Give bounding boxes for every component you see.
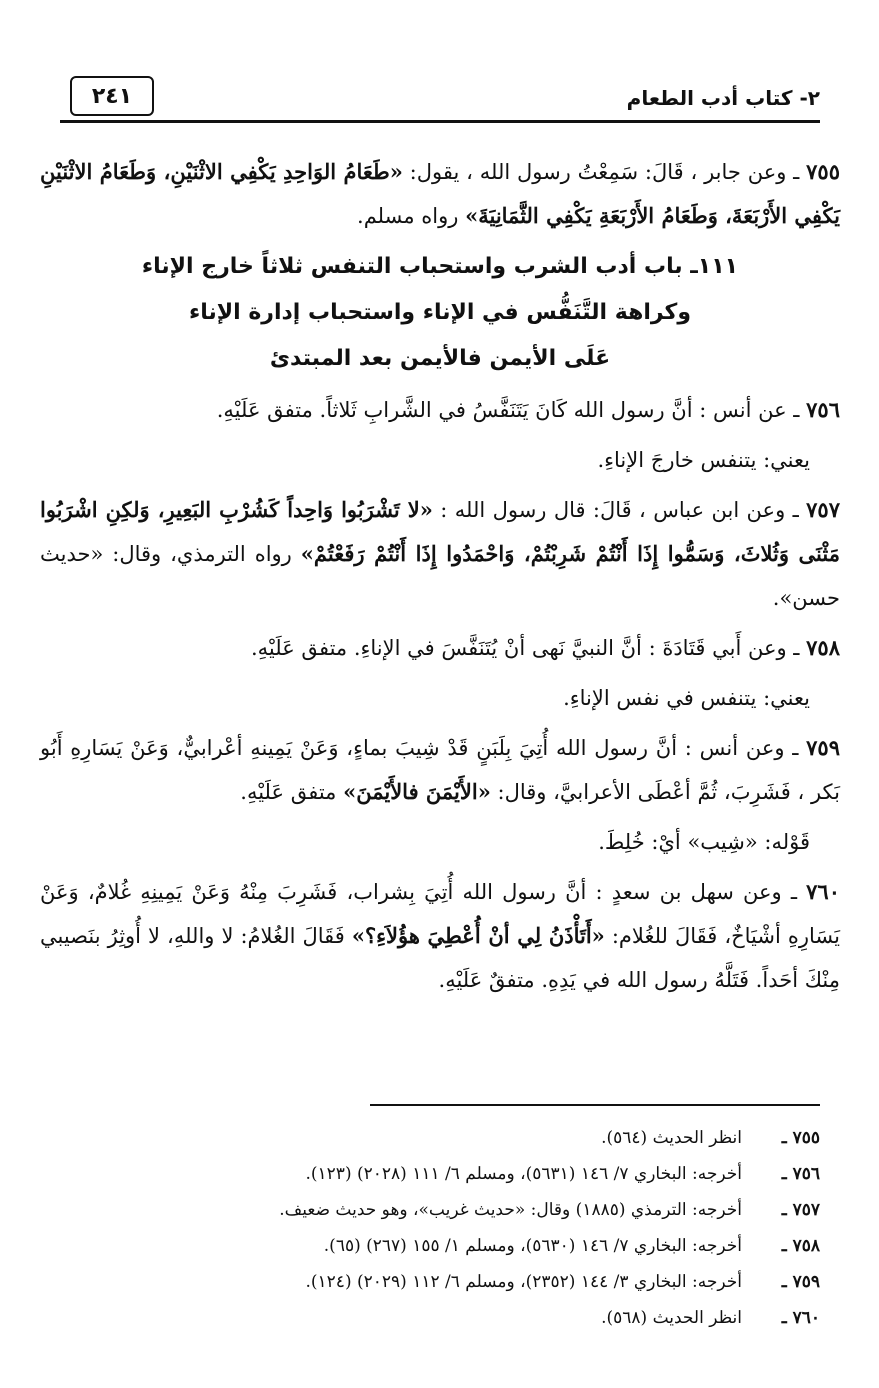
hadith-source: رواه الترمذي، وقال: «حديث حسن». — [40, 542, 840, 610]
footnote-item — [40, 1264, 820, 1300]
running-header — [60, 66, 820, 126]
hadith-text: ـ عن أنس : أنَّ رسول الله كَانَ يَتَنَفَّسُ في الشَّرابِ ثَلاثاً. متفق عَلَيْهِ. — [216, 398, 800, 422]
hadith-intro: ـ وعن جابر ، قَالَ: سَمِعْتُ رسول الله ، يقول: — [402, 160, 800, 184]
hadith-756 — [40, 388, 840, 432]
hadith-quote: «طَعَامُ الوَاحِدِ يَكْفِي الاثْنَيْنِ، وَطَعَامُ الاثْنَيْنِ يَكْفِي الأَرْبَعَةَ، وَطَعَامُ الأَرْبَعَةِ يَكْفِي الثَّمَانِيَةَ» — [40, 159, 840, 228]
footnote-number: ٧٥٩ ـ — [781, 1272, 820, 1292]
hadith-number: ٧٥٧ — [806, 497, 840, 522]
chapter-running-title: ٢- كتاب أدب الطعام — [626, 86, 820, 110]
footnote-item — [40, 1228, 820, 1264]
footnote-item — [40, 1156, 820, 1192]
chapter-heading-line-2: وكراهة التَّنَفُّس في الإناء واستحباب إدارة الإناء — [188, 300, 692, 325]
hadith-quote: «الأَيْمَنَ فالأَيْمَنَ» — [343, 779, 491, 804]
hadith-quote: «أَتَأْذَنُ لِي أنْ أُعْطِيَ هؤُلاَءِ؟» — [351, 923, 605, 948]
hadith-number: ٧٥٦ — [806, 397, 840, 422]
hadith-source: فَقَالَ الغُلامُ: لا واللهِ، لا أُوثِرُ بنَصيبي مِنْكَ أحَداً. فَتَلَّهُ رسول الله في يَدِهِ. متفقٌ عَلَيْهِ. — [40, 924, 840, 992]
hadith-760 — [40, 870, 840, 1002]
hadith-number: ٧٥٨ — [806, 635, 840, 660]
footnote-number: ٧٥٦ ـ — [781, 1164, 820, 1184]
hadith-755 — [40, 150, 840, 238]
footnote-text: انظر الحديث (٥٦٤). — [601, 1128, 742, 1148]
footnote-separator — [370, 1104, 820, 1106]
footnote-item — [40, 1120, 820, 1156]
footnote-item — [40, 1192, 820, 1228]
footnote-text: أخرجه: الترمذي (١٨٨٥) وقال: «حديث غريب»، وهو حديث ضعيف. — [279, 1200, 742, 1220]
page-number: ٢٤١ — [91, 83, 133, 109]
hadith-quote: «لا تَشْرَبُوا وَاحِداً كَشُرْبِ البَعِيرِ، وَلكِنِ اشْرَبُوا مَثْنَى وَثُلاثَ، وَسَمُّوا إِذَا أَنْتُمْ شَرِبْتُمْ، وَاحْمَدُوا إِذَا أَنْتُمْ رَفَعْتُمْ» — [40, 497, 840, 566]
footnote-number: ٧٥٨ ـ — [781, 1236, 820, 1256]
page-number-box — [70, 76, 154, 116]
hadith-number: ٧٥٩ — [806, 735, 840, 760]
hadith-source: رواه مسلم. — [357, 204, 459, 228]
footnote-text: انظر الحديث (٥٦٨). — [601, 1308, 742, 1328]
hadith-text: ـ وعن أَبي قَتَادَةَ : أنَّ النبيَّ نَهى أنْ يُتَنَفَّسَ في الإناءِ. متفق عَلَيْهِ. — [251, 636, 800, 660]
hadith-intro: ـ وعن سهل بن سعدٍ : أنَّ رسول الله أُتِيَ بِشراب، فَشَرِبَ مِنْهُ وَعَنْ يَمِينِهِ غُلامٌ، وَعَنْ يَسَارِهِ أشْيَاخٌ، فَقَالَ للغُلام: — [40, 880, 840, 948]
page-body — [40, 150, 840, 1008]
footnote-number: ٧٦٠ ـ — [781, 1308, 820, 1328]
chapter-heading — [40, 244, 840, 382]
footnote-number: ٧٥٧ ـ — [781, 1200, 820, 1220]
footnotes — [40, 1120, 820, 1336]
hadith-757 — [40, 488, 840, 620]
hadith-759-note: قَوْله: «شِيب» أيْ: خُلِطَ. — [598, 830, 810, 854]
footnote-number: ٧٥٥ ـ — [781, 1128, 820, 1148]
footnote-text: أخرجه: البخاري ٧/ ١٤٦ (٥٦٣٠)، ومسلم ١/ ١٥٥ (٢٦٧) (٦٥). — [323, 1236, 742, 1256]
hadith-759 — [40, 726, 840, 814]
hadith-intro: ـ وعن أنس : أنَّ رسول الله أُتِيَ بِلَبَنٍ قَدْ شِيبَ بماءٍ، وَعَنْ يَمِينهِ أعْرابيٌّ، وَعَنْ يَسَارِهِ أَبُو بَكر ، فَشَرِبَ، ثُمَّ أعْطَى الأعرابيَّ، وقال: — [40, 736, 840, 804]
hadith-number: ٧٦٠ — [806, 879, 840, 904]
hadith-758-note: يعني: يتنفس في نفس الإناءِ. — [563, 686, 810, 710]
hadith-source: متفق عَلَيْهِ. — [240, 780, 337, 804]
footnote-text: أخرجه: البخاري ٧/ ١٤٦ (٥٦٣١)، ومسلم ٦/ ١١١ (٢٠٢٨) (١٢٣). — [305, 1164, 742, 1184]
header-rule — [60, 120, 820, 123]
hadith-758 — [40, 626, 840, 670]
footnote-text: أخرجه: البخاري ٣/ ١٤٤ (٢٣٥٢)، ومسلم ٦/ ١١٢ (٢٠٢٩) (١٢٤). — [305, 1272, 742, 1292]
chapter-heading-line-3: عَلَى الأيمن فالأيمن بعد المبتدئ — [269, 346, 611, 371]
hadith-number: ٧٥٥ — [806, 159, 840, 184]
footnote-item — [40, 1300, 820, 1336]
chapter-heading-line-1: ١١١ـ باب أدب الشرب واستحباب التنفس ثلاثاً خارج الإناء — [141, 254, 739, 279]
hadith-intro: ـ وعن ابن عباس ، قَالَ: قال رسول الله : — [432, 498, 799, 522]
hadith-756-note: يعني: يتنفس خارجَ الإناءِ. — [597, 448, 810, 472]
